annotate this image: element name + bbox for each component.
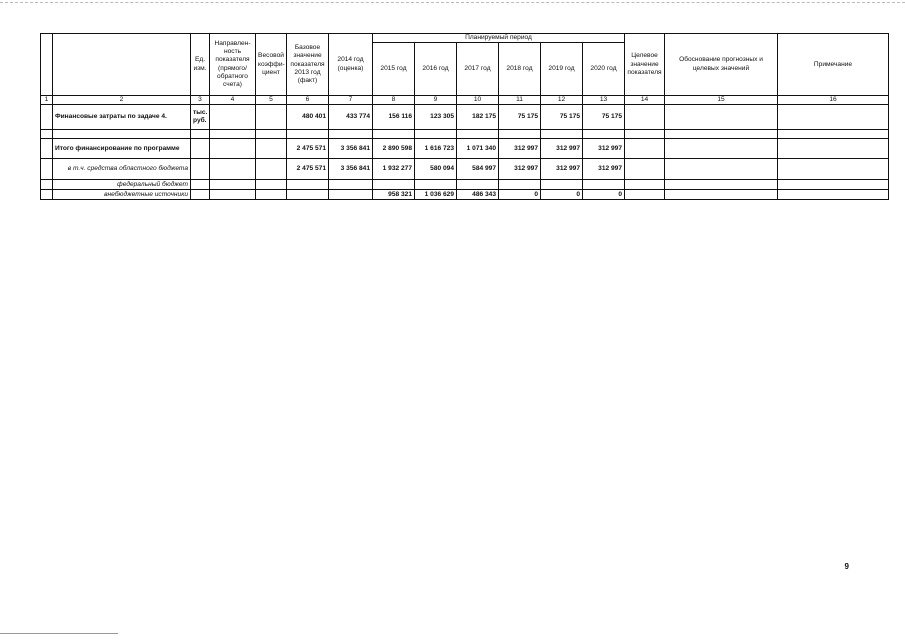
header-blank-1 xyxy=(41,34,53,96)
extrabudget-2017-value: 486 343 xyxy=(457,190,499,200)
cell-empty xyxy=(665,190,778,200)
header-base: Базовое значение показателя 2013 год (факт) xyxy=(287,34,329,96)
regional-2016-value: 580 094 xyxy=(415,159,457,180)
regional-2017-value: 584 997 xyxy=(457,159,499,180)
cell-empty xyxy=(778,130,889,139)
header-year-2018: 2018 год xyxy=(499,43,541,96)
row-name-extrabudget: внебюджетные источники xyxy=(53,190,191,200)
total-2017-value: 1 071 340 xyxy=(457,139,499,159)
cell-empty xyxy=(256,190,287,200)
col-number: 1 xyxy=(41,96,53,105)
cell-empty xyxy=(256,105,287,130)
indicators-table xyxy=(40,33,889,200)
total-2018-value: 312 997 xyxy=(499,139,541,159)
cell-empty xyxy=(210,105,256,130)
cell-empty xyxy=(256,180,287,190)
cell-empty xyxy=(583,130,625,139)
row-name-regional: в т.ч. средства областного бюджета xyxy=(53,159,191,180)
cell-empty xyxy=(41,139,53,159)
cell-empty xyxy=(415,180,457,190)
col-number: 3 xyxy=(191,96,210,105)
header-justification: Обоснование прогнозных и целевых значений xyxy=(665,34,778,96)
cell-empty xyxy=(191,180,210,190)
total-2014-value: 3 356 841 xyxy=(329,139,373,159)
bottom-rule xyxy=(0,633,118,634)
extrabudget-2019-value: 0 xyxy=(541,190,583,200)
column-numbers-row xyxy=(41,96,889,105)
table-row-federal xyxy=(41,180,889,190)
col-number: 8 xyxy=(373,96,415,105)
header-year-2015: 2015 год xyxy=(373,43,415,96)
table-row-extrabudget xyxy=(41,190,889,200)
col-number: 10 xyxy=(457,96,499,105)
cell-empty xyxy=(373,130,415,139)
header-year-2016: 2016 год xyxy=(415,43,457,96)
cell-empty xyxy=(41,130,53,139)
header-unit: Ед. изм. xyxy=(191,34,210,96)
header-note: Примечание xyxy=(778,34,889,96)
cell-empty xyxy=(191,190,210,200)
col-number: 4 xyxy=(210,96,256,105)
cell-empty xyxy=(499,130,541,139)
row-name-task4: Финансовые затраты по задаче 4. xyxy=(53,105,191,130)
cell-empty xyxy=(499,180,541,190)
cell-empty xyxy=(778,180,889,190)
header-year-2020: 2020 год xyxy=(583,43,625,96)
cell-empty xyxy=(41,159,53,180)
cell-empty xyxy=(287,190,329,200)
col-number: 5 xyxy=(256,96,287,105)
cell-empty xyxy=(457,130,499,139)
cell-empty xyxy=(287,180,329,190)
cell-empty xyxy=(625,190,665,200)
extrabudget-2016-value: 1 036 629 xyxy=(415,190,457,200)
cell-empty xyxy=(329,130,373,139)
cell-empty xyxy=(210,180,256,190)
cell-empty xyxy=(191,130,210,139)
task4-2020-value: 75 175 xyxy=(583,105,625,130)
col-number: 14 xyxy=(625,96,665,105)
page-number: 9 xyxy=(844,562,849,571)
table-row-spacer xyxy=(41,130,889,139)
col-number: 12 xyxy=(541,96,583,105)
cell-empty xyxy=(665,130,778,139)
cell-empty xyxy=(457,180,499,190)
cell-empty xyxy=(41,180,53,190)
header-year-2019: 2019 год xyxy=(541,43,583,96)
cell-empty xyxy=(541,130,583,139)
task4-2017-value: 182 175 xyxy=(457,105,499,130)
regional-2015-value: 1 932 277 xyxy=(373,159,415,180)
cell-empty xyxy=(210,130,256,139)
header-year-2017: 2017 год xyxy=(457,43,499,96)
cell-empty xyxy=(256,159,287,180)
cell-empty xyxy=(665,105,778,130)
task4-2014-value: 433 774 xyxy=(329,105,373,130)
cell-empty xyxy=(41,105,53,130)
header-row-top xyxy=(41,34,889,43)
cell-empty xyxy=(665,159,778,180)
col-number: 7 xyxy=(329,96,373,105)
cell-empty xyxy=(778,139,889,159)
regional-2020-value: 312 997 xyxy=(583,159,625,180)
col-number: 2 xyxy=(53,96,191,105)
cell-empty xyxy=(210,139,256,159)
cell-empty xyxy=(329,180,373,190)
cell-empty xyxy=(41,190,53,200)
table-row-total xyxy=(41,139,889,159)
cell-empty xyxy=(256,139,287,159)
cell-empty xyxy=(625,105,665,130)
cell-empty xyxy=(778,159,889,180)
extrabudget-2020-value: 0 xyxy=(583,190,625,200)
row-name-total: Итого финансирование по программе xyxy=(53,139,191,159)
col-number: 6 xyxy=(287,96,329,105)
cell-empty xyxy=(191,159,210,180)
regional-2014-value: 3 356 841 xyxy=(329,159,373,180)
cell-empty xyxy=(210,190,256,200)
cell-empty xyxy=(778,190,889,200)
task4-2015-value: 156 116 xyxy=(373,105,415,130)
task4-base-value: 480 401 xyxy=(287,105,329,130)
task4-2019-value: 75 175 xyxy=(541,105,583,130)
total-2019-value: 312 997 xyxy=(541,139,583,159)
cell-empty xyxy=(210,159,256,180)
cell-empty xyxy=(778,105,889,130)
cell-empty xyxy=(191,139,210,159)
header-blank-2 xyxy=(53,34,191,96)
header-2014: 2014 год (оценка) xyxy=(329,34,373,96)
total-2016-value: 1 616 723 xyxy=(415,139,457,159)
header-planned-period: Планируемый период xyxy=(373,34,625,43)
extrabudget-2018-value: 0 xyxy=(499,190,541,200)
col-number: 9 xyxy=(415,96,457,105)
regional-base-value: 2 475 571 xyxy=(287,159,329,180)
cell-empty xyxy=(665,139,778,159)
header-target: Целевое значение показателя xyxy=(625,34,665,96)
row-unit-task4: тыс. руб. xyxy=(191,105,210,130)
cell-empty xyxy=(287,130,329,139)
cell-empty xyxy=(329,190,373,200)
cell-empty xyxy=(373,180,415,190)
header-weight: Весовой коэффициент xyxy=(256,34,287,96)
regional-2019-value: 312 997 xyxy=(541,159,583,180)
header-direction: Направленность показателя (прямого/обратного счета) xyxy=(210,34,256,96)
cell-empty xyxy=(541,180,583,190)
task4-2016-value: 123 305 xyxy=(415,105,457,130)
cell-empty xyxy=(256,130,287,139)
total-2020-value: 312 997 xyxy=(583,139,625,159)
total-base-value: 2 475 571 xyxy=(287,139,329,159)
task4-2018-value: 75 175 xyxy=(499,105,541,130)
cell-empty xyxy=(625,159,665,180)
table-row-regional xyxy=(41,159,889,180)
regional-2018-value: 312 997 xyxy=(499,159,541,180)
cell-empty xyxy=(53,130,191,139)
col-number: 15 xyxy=(665,96,778,105)
total-2015-value: 2 890 598 xyxy=(373,139,415,159)
cell-empty xyxy=(625,130,665,139)
row-name-federal: федеральный бюджет xyxy=(53,180,191,190)
cell-empty xyxy=(625,139,665,159)
top-dashed-line xyxy=(0,2,905,3)
col-number: 13 xyxy=(583,96,625,105)
table-row-task4 xyxy=(41,105,889,130)
cell-empty xyxy=(415,130,457,139)
extrabudget-2015-value: 958 321 xyxy=(373,190,415,200)
col-number: 16 xyxy=(778,96,889,105)
col-number: 11 xyxy=(499,96,541,105)
cell-empty xyxy=(665,180,778,190)
cell-empty xyxy=(583,180,625,190)
cell-empty xyxy=(625,180,665,190)
